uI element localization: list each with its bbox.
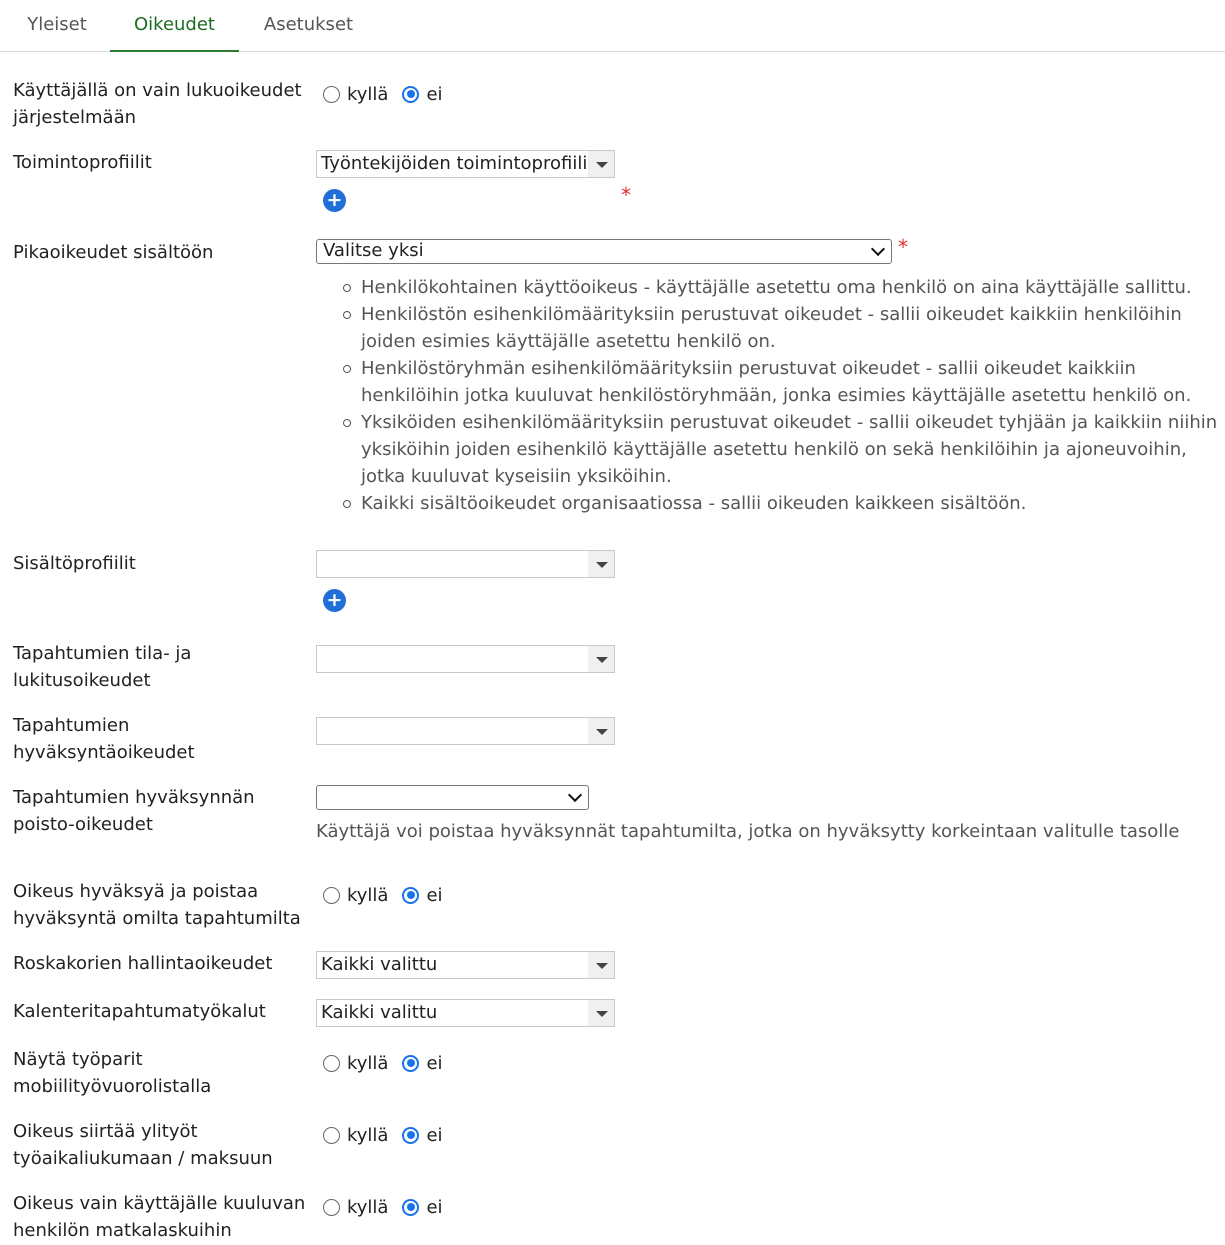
travel-radio-group: [323, 1195, 457, 1219]
travel-yes-label: kyllä: [347, 1196, 389, 1218]
tab-asetukset[interactable]: Asetukset: [263, 14, 354, 35]
trash-rights-label: Roskakorien hallintaoikeudet: [13, 953, 273, 974]
quick-rights-select[interactable]: [316, 239, 892, 264]
event-state-lock-combo[interactable]: [316, 645, 615, 673]
overtime-yes-label: kyllä: [347, 1124, 389, 1146]
own-approval-yes-label: kyllä: [347, 884, 389, 906]
trash-rights-combo[interactable]: [316, 951, 615, 979]
chevron-down-icon[interactable]: [587, 151, 614, 177]
function-profiles-combo[interactable]: [316, 150, 615, 178]
help-item: Kaikki sisältöoikeudet organisaatiossa - sallii oikeuden kaikkeen sisältöön.: [340, 490, 1225, 517]
help-item: Henkilöstön esihenkilömäärityksiin perustuvat oikeudet - sallii oikeudet kaikkiin henkilöihin joiden esimies käyttäjälle asetettu henkilö on.: [340, 301, 1225, 355]
event-approval-label: Tapahtumien hyväksyntäoikeudet: [13, 715, 195, 763]
add-function-profile-button[interactable]: +: [323, 189, 346, 212]
show-pairs-label: Näytä työparit mobiilityövuorolistalla: [13, 1049, 212, 1097]
function-profiles-label: Toimintoprofiilit: [13, 152, 152, 173]
overtime-no-radio[interactable]: [402, 1127, 419, 1144]
approval-removal-label: Tapahtumien hyväksynnän poisto-oikeudet: [13, 787, 255, 835]
add-content-profile-button[interactable]: +: [323, 589, 346, 612]
travel-no-label: ei: [426, 1196, 443, 1218]
trash-rights-value: Kaikki valittu: [321, 954, 438, 975]
calendar-tools-value: Kaikki valittu: [321, 1002, 438, 1023]
overtime-no-label: ei: [426, 1124, 443, 1146]
chevron-down-icon[interactable]: [587, 551, 614, 577]
show-pairs-yes-radio[interactable]: [323, 1055, 340, 1072]
readonly-no-label: ei: [426, 83, 443, 105]
required-icon: *: [898, 235, 908, 259]
required-icon: *: [621, 183, 631, 207]
readonly-radio-group: [323, 82, 457, 106]
travel-label: Oikeus vain käyttäjälle kuuluvan henkilön matkalaskuihin: [13, 1193, 306, 1241]
show-pairs-yes-label: kyllä: [347, 1052, 389, 1074]
quick-rights-value: Valitse yksi: [323, 240, 424, 261]
calendar-tools-combo[interactable]: [316, 999, 615, 1027]
own-approval-label: Oikeus hyväksyä ja poistaa hyväksyntä omilta tapahtumilta: [13, 881, 301, 929]
content-profiles-label: Sisältöprofiilit: [13, 553, 136, 574]
chevron-down-icon[interactable]: [587, 646, 614, 672]
travel-yes-radio[interactable]: [323, 1199, 340, 1216]
quick-rights-label: Pikaoikeudet sisältöön: [13, 242, 214, 263]
function-profiles-value: Työntekijöiden toimintoprofiili: [321, 153, 588, 174]
own-approval-no-label: ei: [426, 884, 443, 906]
help-item: Henkilöstöryhmän esihenkilömäärityksiin perustuvat oikeudet - sallii oikeudet kaikkiin henkilöihin jotka kuuluvat henkilöstöryhmään, jonka esimies käyttäjälle asetettu henkilö on.: [340, 355, 1225, 409]
tab-yleiset[interactable]: Yleiset: [27, 14, 87, 35]
overtime-yes-radio[interactable]: [323, 1127, 340, 1144]
tab-bar: [0, 0, 1225, 52]
overtime-label: Oikeus siirtää ylityöt työaikaliukumaan / maksuun: [13, 1121, 273, 1169]
chevron-down-icon: [871, 242, 885, 256]
travel-no-radio[interactable]: [402, 1199, 419, 1216]
readonly-label: Käyttäjällä on vain lukuoikeudet järjestelmään: [13, 80, 302, 128]
help-item: Yksiköiden esihenkilömäärityksiin perustuvat oikeudet - sallii oikeudet tyhjään ja kaikkiin niihin yksiköihin joiden esihenkilö käyttäjälle asetettu henkilö on sekä henkilöihin ja ajoneuvoihin, jotka kuuluvat kyseisiin yksiköihin.: [340, 409, 1225, 490]
show-pairs-no-radio[interactable]: [402, 1055, 419, 1072]
event-state-lock-label: Tapahtumien tila- ja lukitusoikeudet: [13, 643, 192, 691]
help-item: Henkilökohtainen käyttöoikeus - käyttäjälle asetettu oma henkilö on aina käyttäjälle sallittu.: [340, 274, 1225, 301]
chevron-down-icon[interactable]: [587, 718, 614, 744]
readonly-yes-radio[interactable]: [323, 86, 340, 103]
chevron-down-icon[interactable]: [587, 952, 614, 978]
own-approval-radio-group: [323, 883, 457, 907]
show-pairs-radio-group: [323, 1051, 457, 1075]
own-approval-yes-radio[interactable]: [323, 887, 340, 904]
approval-removal-hint: Käyttäjä voi poistaa hyväksynnät tapahtumilta, jotka on hyväksytty korkeintaan valitulle tasolle: [316, 821, 1180, 842]
quick-rights-help-list: [340, 274, 1225, 517]
chevron-down-icon[interactable]: [587, 1000, 614, 1026]
calendar-tools-label: Kalenteritapahtumatyökalut: [13, 1001, 266, 1022]
show-pairs-no-label: ei: [426, 1052, 443, 1074]
content-profiles-combo[interactable]: [316, 550, 615, 578]
tab-oikeudet[interactable]: Oikeudet: [110, 0, 239, 52]
readonly-yes-label: kyllä: [347, 83, 389, 105]
own-approval-no-radio[interactable]: [402, 887, 419, 904]
readonly-no-radio[interactable]: [402, 86, 419, 103]
overtime-radio-group: [323, 1123, 457, 1147]
event-approval-combo[interactable]: [316, 717, 615, 745]
chevron-down-icon: [568, 788, 582, 802]
approval-removal-select[interactable]: [316, 785, 589, 810]
